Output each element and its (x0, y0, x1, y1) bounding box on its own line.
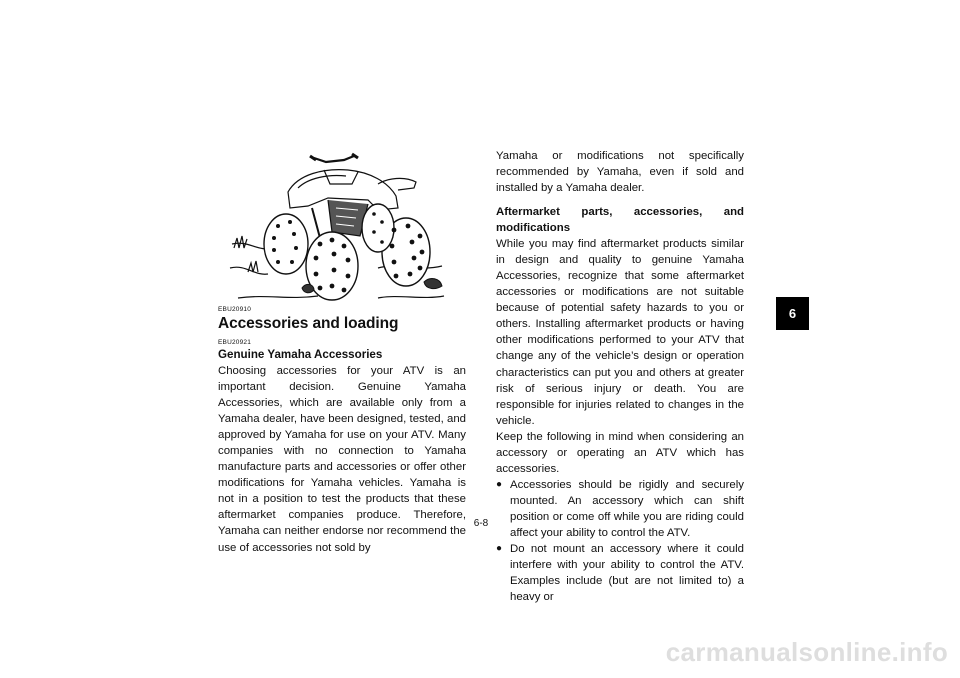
genuine-accessories-paragraph: Choosing accessories for your ATV is an important decision. Genuine Yamaha Accessories, which are available only from a Yamaha dealer, have been designed, tested, and approved by Yamaha for use on your ATV. Many companies with no connection to Yamaha manufacture parts and accessories or offer other modifications for Yamaha vehicles. Yamaha is not in a position to test the products that these aftermarket companies produce. Therefore, Yamaha can neither endorse nor recommend the use of accessories not sold by (218, 365, 466, 554)
aftermarket-paragraph: While you may find aftermarket products similar in design and quality to genuine Yamaha Accessories, recognize that some aftermarket accessories or modifications are not suitable because of potential safety hazards to you or others. Installing aftermarket products or having other modifications performed to your ATV that change any of the vehicle’s design or operation characteristics can put you and others at greater risk of serious injury or death. You are responsible for injuries related to changes in the vehicle. (496, 238, 744, 427)
list-item (496, 477, 744, 541)
bullet-icon: ● (496, 543, 503, 555)
bullet-icon: ● (496, 478, 503, 490)
bullet-text: Accessories should be rigidly and securely mounted. An accessory which can shift position or come off while you are riding could affect your ability to control the ATV. (510, 478, 744, 539)
right-column (496, 148, 744, 605)
accessory-bullet-list (496, 477, 744, 605)
atv-illustration (228, 148, 448, 304)
section-code: EBU20910 (218, 306, 252, 313)
list-item (496, 541, 744, 605)
subsection-heading: Genuine Yamaha Accessories (218, 348, 383, 361)
page-number: 6-8 (473, 518, 489, 529)
keep-in-mind-paragraph: Keep the following in mind when considering an accessory or operating an ATV which has accessories. (496, 430, 744, 475)
subsection-code: EBU20921 (218, 339, 252, 346)
watermark: carmanualsonline.info (665, 637, 948, 667)
left-column (218, 306, 466, 556)
continued-paragraph: Yamaha or modifications not specifically recommended by Yamaha, even if sold and installed by a Yamaha dealer. (496, 150, 744, 195)
chapter-tab: 6 (776, 297, 809, 330)
bullet-text: Do not mount an accessory where it could interfere with your ability to control the ATV. Examples include (but are not limited to) a heavy or (510, 543, 744, 604)
section-heading: Accessories and loading (218, 315, 399, 332)
aftermarket-heading: Aftermarket parts, accessories, and modifications (496, 206, 744, 235)
